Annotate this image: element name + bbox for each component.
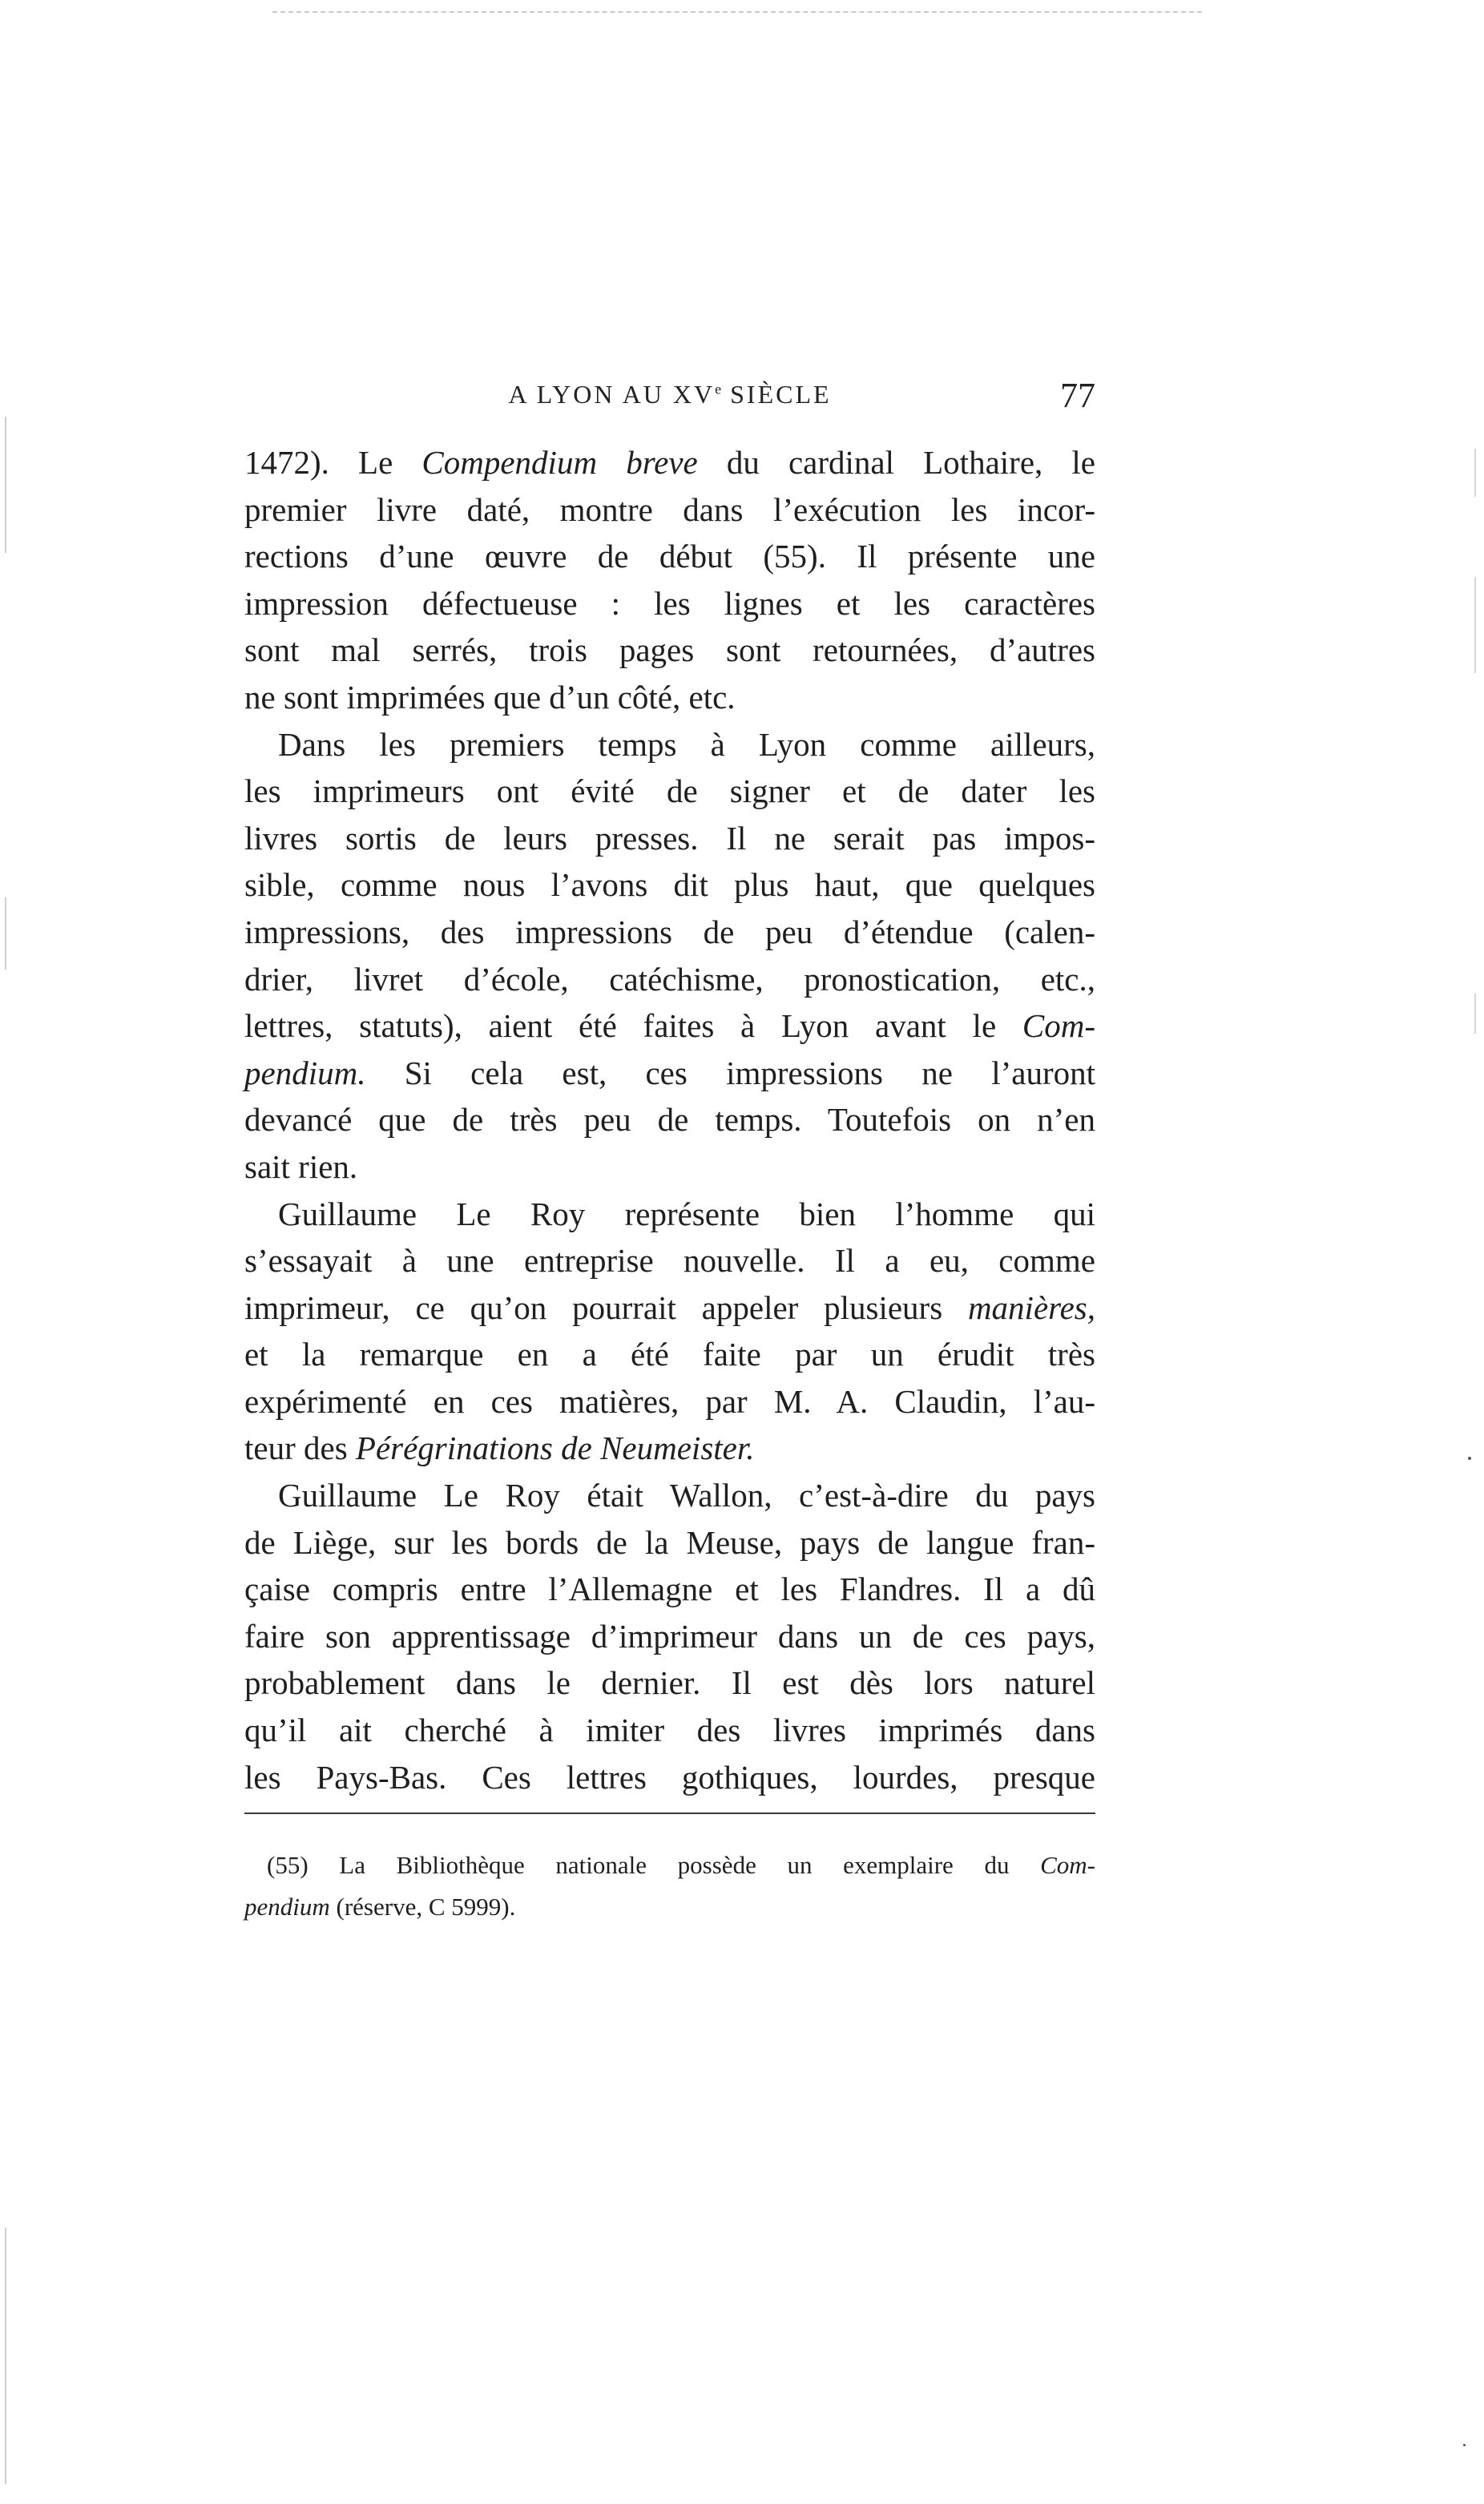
scan-margin-mark	[1474, 577, 1476, 673]
scan-margin-mark	[5, 897, 6, 970]
scan-margin-mark	[1474, 994, 1476, 1034]
text-line: 1472). Le Compendium breve du cardinal Lothaire, le	[244, 444, 1095, 481]
text-line: premier livre daté, montre dans l’exécution les incor-	[244, 490, 1095, 528]
paragraph-3	[244, 1191, 1095, 1473]
footnote	[244, 1845, 1095, 1928]
scan-margin-mark	[1474, 449, 1476, 497]
text-line: faire son apprentissage d’imprimeur dans un de ces pays,	[244, 1617, 1095, 1655]
scan-margin-mark	[5, 417, 6, 553]
scan-edge-rule	[272, 11, 1202, 13]
scan-speck	[1468, 1457, 1471, 1460]
text-line: Guillaume Le Roy était Wallon, c’est-à-dire du pays	[278, 1477, 1095, 1514]
scan-speck	[1463, 2444, 1466, 2446]
text-line: sible, comme nous l’avons dit plus haut, que quelques	[244, 866, 1095, 904]
text-line: drier, livret d’école, catéchisme, pronostication, etc.,	[244, 960, 1095, 998]
text-line: çaise compris entre l’Allemagne et les Flandres. Il a dû	[244, 1571, 1095, 1608]
text-line: livres sortis de leurs presses. Il ne serait pas impos-	[244, 819, 1095, 857]
text-line: les imprimeurs ont évité de signer et de dater les	[244, 772, 1095, 810]
text-line: rections d’une œuvre de début (55). Il présente une	[244, 538, 1095, 575]
text-line: teur des Pérégrinations de Neumeister.	[244, 1429, 755, 1467]
paragraph-1	[244, 439, 1095, 721]
text-line: et la remarque en a été faite par un érudit très	[244, 1336, 1095, 1373]
text-line: ne sont imprimées que d’un côté, etc.	[244, 678, 736, 716]
page-number: 77	[1060, 376, 1095, 415]
text-line: Dans les premiers temps à Lyon comme ailleurs,	[278, 725, 1095, 763]
paragraph-4	[244, 1472, 1095, 1800]
text-line: qu’il ait cherché à imiter des livres imprimés dans	[244, 1712, 1095, 1749]
text-line: impression défectueuse : les lignes et les caractères	[244, 584, 1095, 622]
running-head	[244, 375, 1095, 415]
text-line: s’essayait à une entreprise nouvelle. Il a eu, comme	[244, 1242, 1095, 1280]
running-title: A LYON AU XVe SIÈCLE	[508, 380, 832, 409]
text-line: sait rien.	[244, 1147, 358, 1185]
scan-margin-mark	[5, 2228, 6, 2484]
body-text	[244, 439, 1095, 1800]
footnote-line: (55) La Bibliothèque nationale possède un exemplaire du Com-	[267, 1851, 1095, 1879]
text-line: impressions, des impressions de peu d’étendue (calen-	[244, 913, 1095, 950]
text-line: les Pays-Bas. Ces lettres gothiques, lourdes, presque	[244, 1758, 1095, 1796]
text-line: expérimenté en ces matières, par M. A. Claudin, l’au-	[244, 1382, 1095, 1420]
text-line: probablement dans le dernier. Il est dès lors naturel	[244, 1664, 1095, 1702]
text-line: devancé que de très peu de temps. Toutefois on n’en	[244, 1101, 1095, 1139]
text-line: pendium. Si cela est, ces impressions ne l’auront	[244, 1054, 1095, 1091]
text-line: Guillaume Le Roy représente bien l’homme qui	[278, 1195, 1095, 1232]
paragraph-2	[244, 721, 1095, 1191]
text-line: lettres, statuts), aient été faites à Lyon avant le Com-	[244, 1007, 1095, 1045]
footnote-line: pendium (réserve, C 5999).	[244, 1893, 516, 1921]
text-line: sont mal serrés, trois pages sont retournées, d’autres	[244, 631, 1095, 669]
text-line: de Liège, sur les bords de la Meuse, pays de langue fran-	[244, 1523, 1095, 1561]
text-line: imprimeur, ce qu’on pourrait appeler plusieurs manières,	[244, 1288, 1095, 1326]
footnote-rule	[244, 1812, 1095, 1814]
